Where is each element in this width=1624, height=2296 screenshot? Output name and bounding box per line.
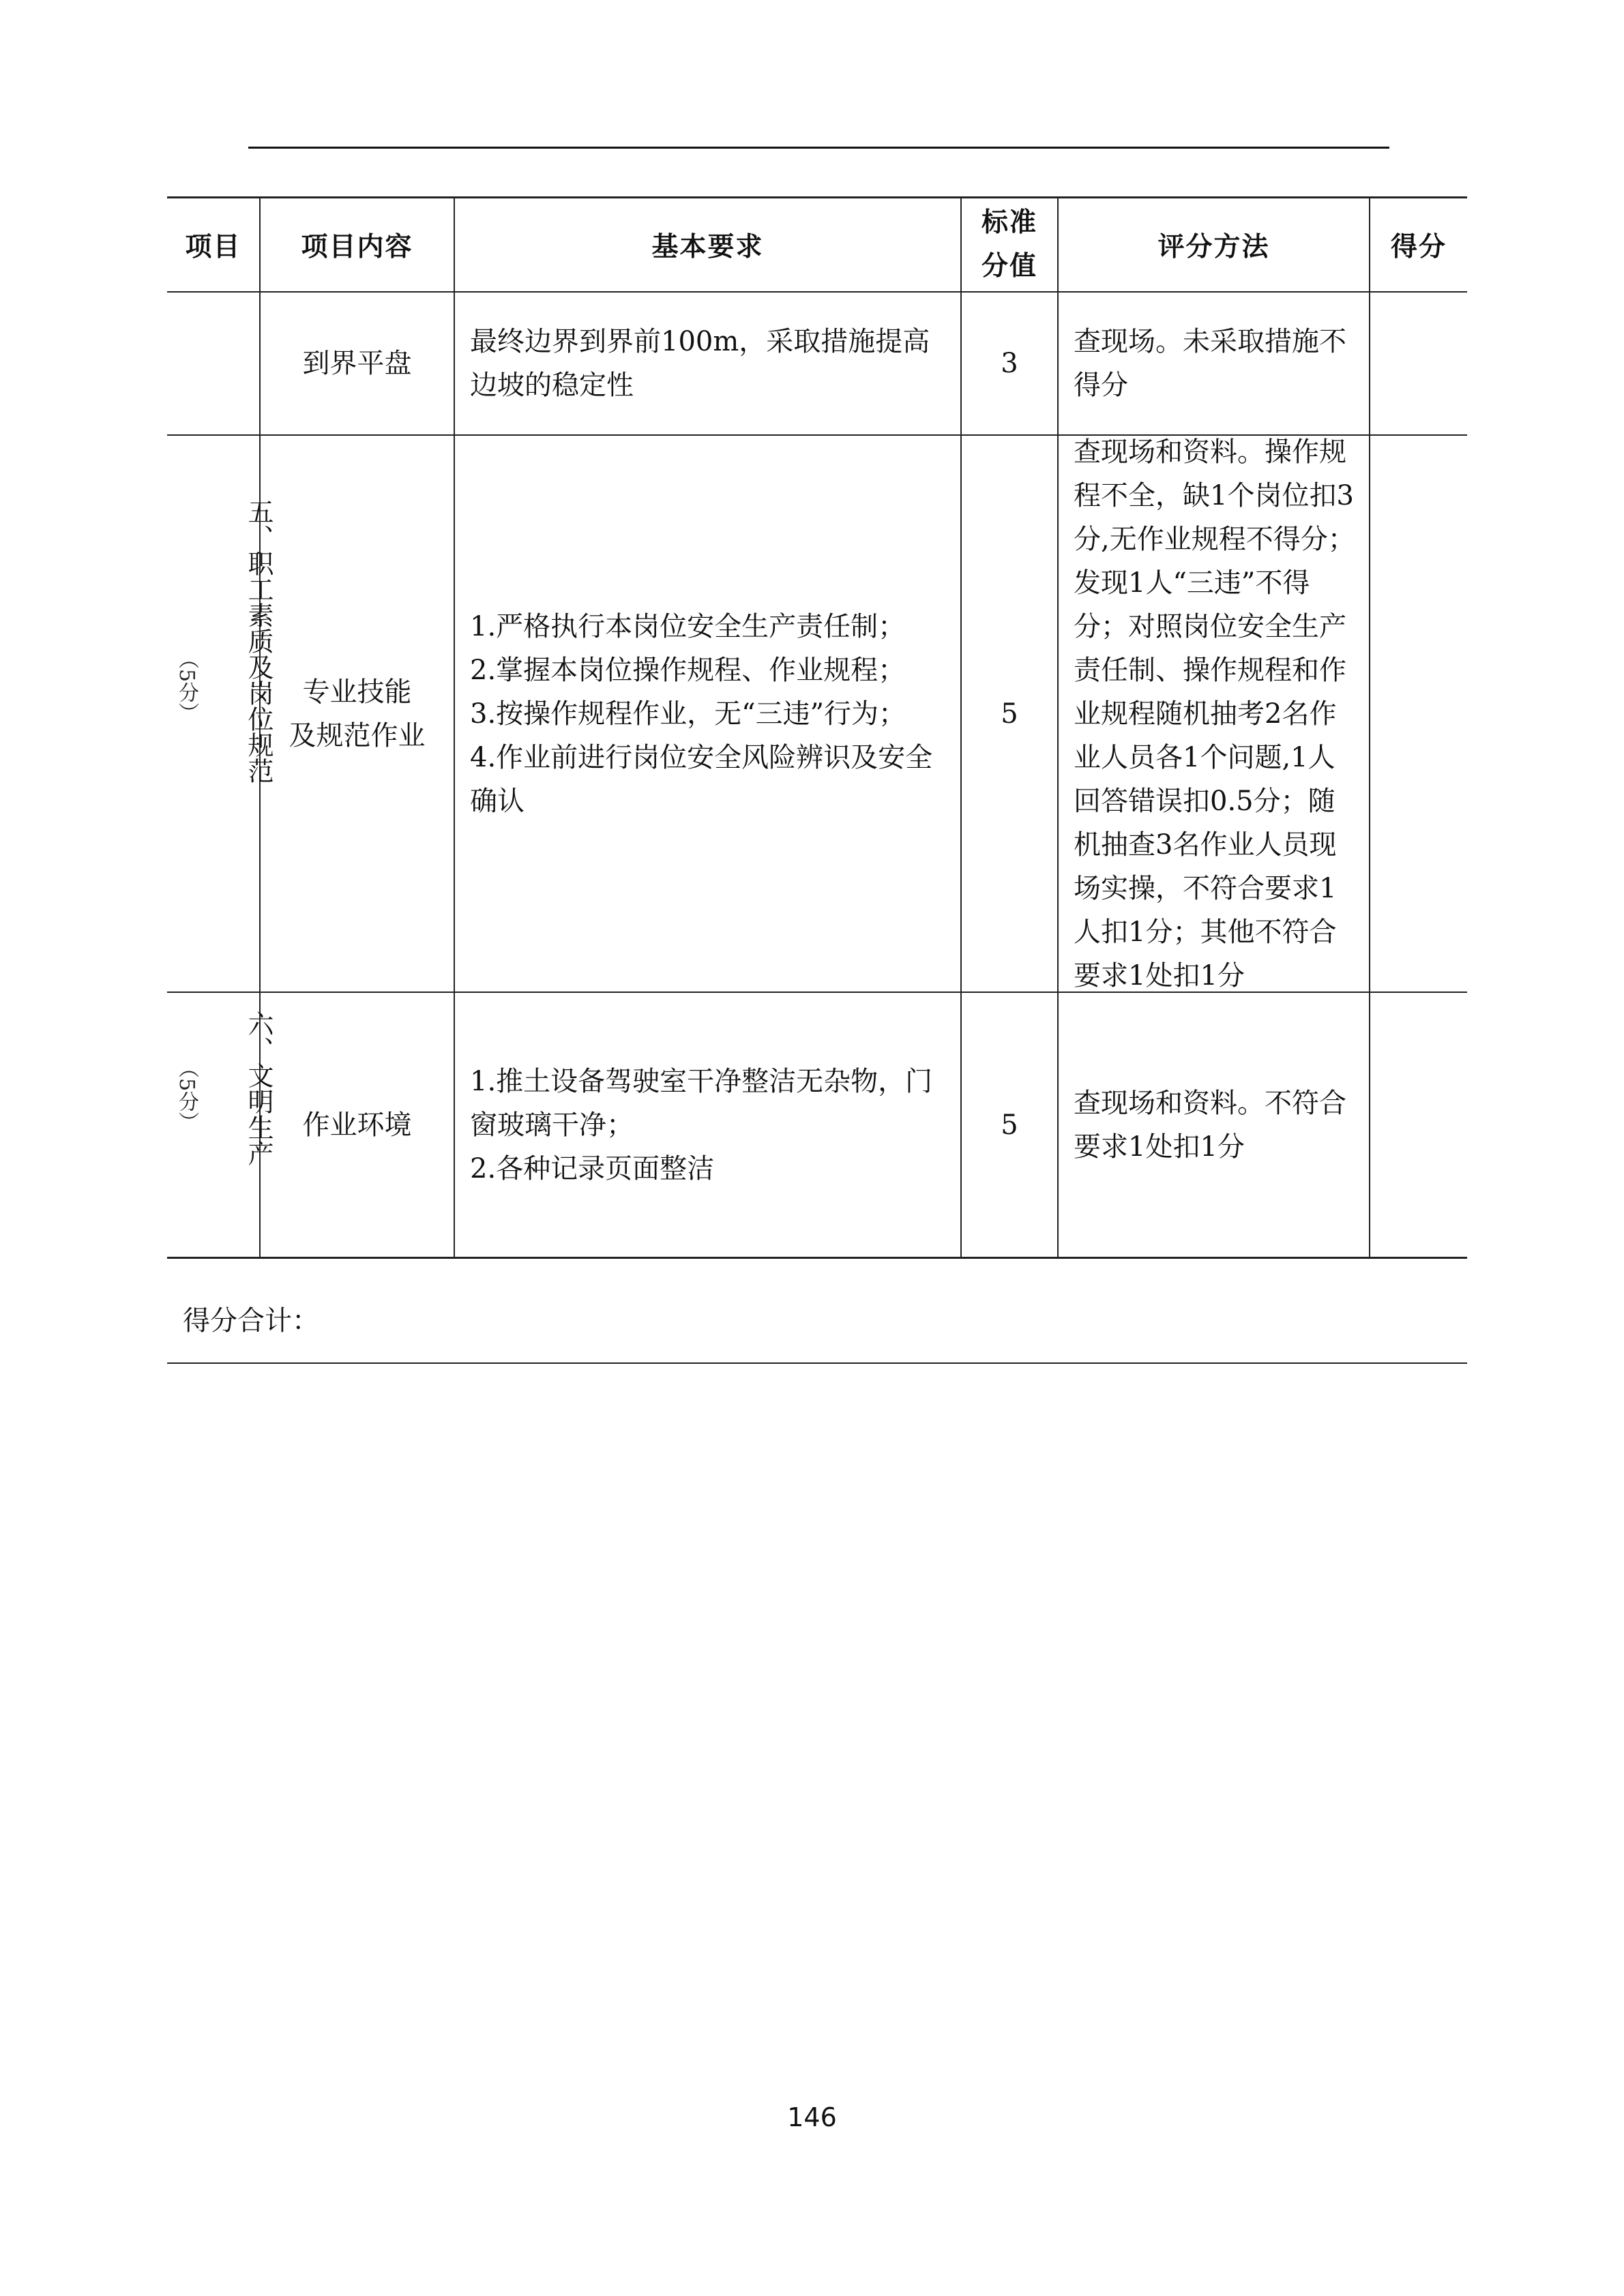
row3-standard-score: 5 [1001, 1109, 1018, 1141]
row2-project-title: 五、职工素质及岗位规范 [243, 498, 274, 784]
row1-requirements: 最终边界到界前100m，采取措施提高边坡的稳定性 [470, 326, 930, 401]
row1-score [1370, 293, 1467, 434]
row3-project-points: （5分） [175, 1058, 198, 1133]
row2-method: 查现场和资料。操作规程不全，缺1个岗位扣3分,无作业规程不得分；发现1人“三违”不得分；对照岗位安全生产责任制、操作规程和作业规程随机抽考2名作业人员各1个问题,1人回答错误扣0.5分；随机抽查3名作业人员现场实操，不符合要求1人扣1分；其他不符合要求1处扣1分 [1074, 436, 1355, 992]
row2-project [167, 436, 274, 992]
header-project: 项目 [185, 232, 241, 263]
row3-method: 查现场和资料。不符合要求1处扣1分 [1074, 1087, 1346, 1163]
row1-content: 到界平盘 [302, 348, 412, 379]
row1-method: 查现场。未采取措施不得分 [1074, 326, 1346, 401]
row2-requirements: 1.严格执行本岗位安全生产责任制； 2.掌握本岗位操作规程、作业规程； 3.按操作规程作业，无“三违”行为； 4.作业前进行岗位安全风险辨识及安全确认 [470, 610, 933, 817]
page-number: 146 [787, 2102, 837, 2132]
header-score: 得分 [1390, 232, 1447, 263]
row2-standard-score: 5 [1001, 698, 1018, 730]
total-score-label: 得分合计： [183, 1305, 319, 1337]
header-requirements: 基本要求 [651, 232, 764, 263]
row3-project [167, 993, 274, 1257]
row3-content: 作业环境 [302, 1109, 412, 1141]
row2-project-points: （5分） [175, 648, 198, 724]
header-rule [248, 147, 1389, 149]
table-bottom-border [167, 1257, 1467, 1259]
row3-requirements: 1.推土设备驾驶室干净整洁无杂物，门窗玻璃干净； 2.各种记录页面整洁 [470, 1065, 933, 1184]
row1-standard-score: 3 [1001, 348, 1018, 379]
row3-score [1370, 993, 1467, 1257]
footer-bottom-border [167, 1362, 1467, 1364]
row1-project [167, 293, 259, 434]
row2-score [1370, 436, 1467, 992]
header-standard-score: 标准 分值 [981, 207, 1037, 282]
header-method: 评分方法 [1157, 232, 1270, 263]
row3-project-title: 六、文明生产 [243, 1011, 274, 1166]
row2-content: 专业技能 及规范作业 [289, 676, 426, 751]
header-content: 项目内容 [301, 232, 413, 263]
